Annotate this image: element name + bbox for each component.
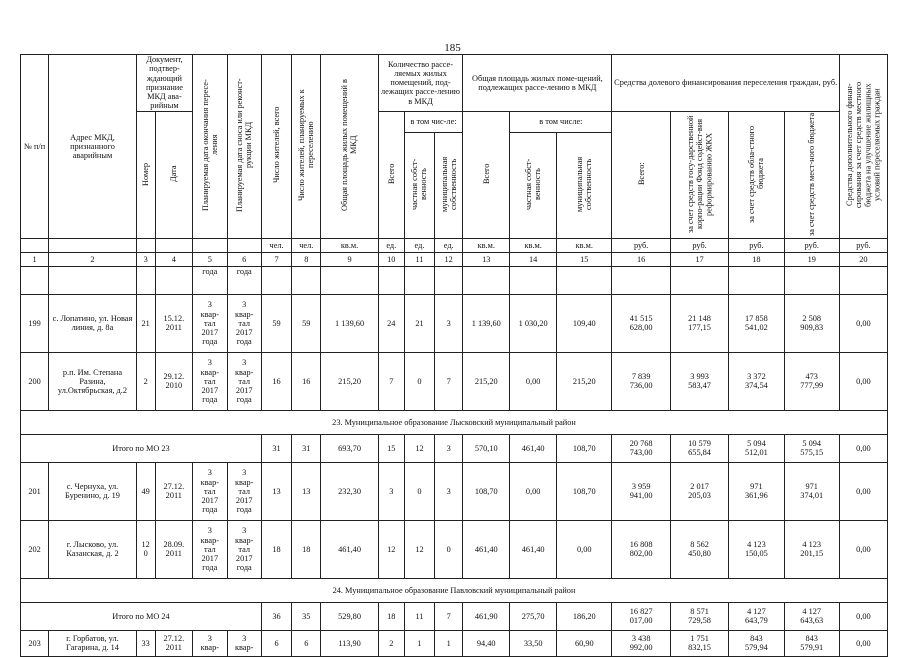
row-funds-regional: 3 372 374,54 — [729, 352, 784, 410]
row-sq: 94,40 — [463, 630, 510, 656]
row-funds-total: 16 808 802,00 — [612, 520, 670, 578]
header-count-municipal: муниципальная собственность — [435, 132, 463, 238]
row-demolition-date: 3 квар- тал 2017 года — [227, 352, 261, 410]
row-end-date: 3 квар- тал 2017 года — [193, 520, 227, 578]
row-funds-foundation: 1 751 832,15 — [670, 630, 728, 656]
column-number: 16 — [612, 252, 670, 266]
column-number: 20 — [839, 252, 887, 266]
row-end-date: 3 квар- тал 2017 года — [193, 462, 227, 520]
total-funds-local: 5 094 575,15 — [784, 434, 839, 462]
row-address: г. Горбатов, ул. Гагарина, д. 14 — [49, 630, 137, 656]
header-funds-group: Средства долевого финансирования переселения граждан, руб. — [612, 55, 839, 112]
total-count: 15 — [378, 434, 404, 462]
total-funds-foundation: 10 579 655,84 — [670, 434, 728, 462]
row-funds-regional: 971 361,96 — [729, 462, 784, 520]
row-count: 7 — [378, 352, 404, 410]
row-count-municipal: 3 — [435, 462, 463, 520]
column-numbers-row — [21, 252, 888, 266]
row-sq: 108,70 — [463, 462, 510, 520]
unit-cell: кв.м. — [510, 238, 557, 252]
unit-cell: кв.м. — [321, 238, 378, 252]
header-total-area: Общая площадь жилых помещений в МКД — [321, 55, 378, 239]
row-relocated: 13 — [292, 462, 321, 520]
row-sq: 215,20 — [463, 352, 510, 410]
total-label: Итого по МО 24 — [21, 602, 262, 630]
row-count-private: 21 — [404, 294, 434, 352]
row-count-private: 1 — [404, 630, 434, 656]
section-row — [21, 578, 888, 602]
column-number: 5 — [193, 252, 227, 266]
row-funds-total: 41 515 628,00 — [612, 294, 670, 352]
cont-end-date: года — [193, 266, 227, 294]
unit-cell: ед. — [404, 238, 434, 252]
total-funds-regional: 5 094 512,01 — [729, 434, 784, 462]
total-count-private: 12 — [404, 434, 434, 462]
total-funds-foundation: 8 571 729,58 — [670, 602, 728, 630]
header-area-municipal: муниципальная собственность — [557, 132, 612, 238]
row-extra-funds: 0,00 — [839, 630, 887, 656]
header-funds-local: за счет средств мест-ного бюджета — [784, 111, 839, 238]
row-count-municipal: 3 — [435, 294, 463, 352]
row-residents: 18 — [261, 520, 291, 578]
column-number: 15 — [557, 252, 612, 266]
unit-cell: руб. — [729, 238, 784, 252]
row-count-private: 0 — [404, 462, 434, 520]
row-funds-foundation: 8 562 450,80 — [670, 520, 728, 578]
total-row — [21, 434, 888, 462]
table-row — [21, 352, 888, 410]
row-doc-number: 33 — [136, 630, 155, 656]
table-row — [21, 520, 888, 578]
total-count-municipal: 3 — [435, 434, 463, 462]
row-funds-total: 3 438 992,00 — [612, 630, 670, 656]
unit-cell: кв.м. — [557, 238, 612, 252]
total-extra-funds: 0,00 — [839, 602, 887, 630]
cont-demolition-date: года — [227, 266, 261, 294]
row-doc-number: 2 — [136, 352, 155, 410]
row-index: 203 — [21, 630, 49, 656]
total-extra-funds: 0,00 — [839, 434, 887, 462]
column-number: 8 — [292, 252, 321, 266]
row-sq-municipal: 0,00 — [557, 520, 612, 578]
unit-cell: чел. — [292, 238, 321, 252]
row-index: 199 — [21, 294, 49, 352]
row-end-date: 3 квар- тал 2017 года — [193, 294, 227, 352]
row-area: 461,40 — [321, 520, 378, 578]
unit-cell: руб. — [784, 238, 839, 252]
column-number: 9 — [321, 252, 378, 266]
resettlement-table — [20, 54, 888, 657]
header-funds-foundation: за счет средств госу-дарственной корпо-рации Фонд содейст-вия реформированию ЖКХ — [670, 111, 728, 238]
header-area-including: в том числе: — [510, 111, 612, 132]
row-area: 113,90 — [321, 630, 378, 656]
unit-cell: руб. — [670, 238, 728, 252]
row-count-municipal: 7 — [435, 352, 463, 410]
row-funds-total: 7 839 736,00 — [612, 352, 670, 410]
header-extra-funds: Средства дополнительного финан-сирования за счет средств местного бюджета на улучшение жилищных условий переселяемых граждан — [839, 55, 887, 239]
row-doc-date: 27.12. 2011 — [155, 462, 193, 520]
row-area: 232,30 — [321, 462, 378, 520]
column-number: 4 — [155, 252, 193, 266]
total-count-municipal: 7 — [435, 602, 463, 630]
column-number: 1 — [21, 252, 49, 266]
row-count-municipal: 1 — [435, 630, 463, 656]
total-sq: 570,10 — [463, 434, 510, 462]
row-demolition-date: 3 квар- тал 2017 года — [227, 520, 261, 578]
total-relocated: 35 — [292, 602, 321, 630]
row-sq-municipal: 109,40 — [557, 294, 612, 352]
row-address: р.п. Им. Степана Разина, ул.Октябрьская, д.2 — [49, 352, 137, 410]
header-area-private: частная собст-венность — [510, 132, 557, 238]
row-funds-local: 843 579,91 — [784, 630, 839, 656]
row-extra-funds: 0,00 — [839, 520, 887, 578]
unit-cell: руб. — [839, 238, 887, 252]
table-row — [21, 462, 888, 520]
row-extra-funds: 0,00 — [839, 294, 887, 352]
header-count-total: Всего — [378, 111, 404, 238]
continuation-row — [21, 266, 888, 294]
total-residents: 31 — [261, 434, 291, 462]
unit-cell: руб. — [612, 238, 670, 252]
row-funds-local: 4 123 201,15 — [784, 520, 839, 578]
header-funds-total: Всего: — [612, 111, 670, 238]
column-number: 7 — [261, 252, 291, 266]
header-area-group: Общая площадь жилых поме-щений, подлежащих рассе-лению в МКД — [463, 55, 612, 112]
header-index: № п/п — [21, 55, 49, 239]
total-area: 529,80 — [321, 602, 378, 630]
column-number: 6 — [227, 252, 261, 266]
total-sq-municipal: 186,20 — [557, 602, 612, 630]
row-funds-local: 2 508 909,83 — [784, 294, 839, 352]
unit-cell: кв.м. — [463, 238, 510, 252]
row-funds-local: 473 777,99 — [784, 352, 839, 410]
total-funds-regional: 4 127 643,79 — [729, 602, 784, 630]
total-row — [21, 602, 888, 630]
unit-cell: ед. — [435, 238, 463, 252]
total-funds-total: 16 827 017,00 — [612, 602, 670, 630]
column-number: 12 — [435, 252, 463, 266]
section-row — [21, 410, 888, 434]
total-funds-total: 20 768 743,00 — [612, 434, 670, 462]
page-number: 185 — [444, 42, 461, 54]
row-count: 3 — [378, 462, 404, 520]
row-funds-local: 971 374,01 — [784, 462, 839, 520]
row-relocated: 16 — [292, 352, 321, 410]
header-document-group: Документ, подтвер-ждающий признание МКД ава-рийным — [136, 55, 192, 112]
unit-cell: чел. — [261, 238, 291, 252]
row-index: 201 — [21, 462, 49, 520]
unit-cell: ед. — [378, 238, 404, 252]
total-sq-private: 275,70 — [510, 602, 557, 630]
total-sq-private: 461,40 — [510, 434, 557, 462]
row-count-private: 0 — [404, 352, 434, 410]
row-count: 24 — [378, 294, 404, 352]
column-number: 18 — [729, 252, 784, 266]
row-index: 200 — [21, 352, 49, 410]
row-end-date: 3 квар- — [193, 630, 227, 656]
section-title: 23. Муниципальное образование Лысковский муниципальный район — [21, 410, 888, 434]
row-sq-municipal: 108,70 — [557, 462, 612, 520]
total-residents: 36 — [261, 602, 291, 630]
row-residents: 16 — [261, 352, 291, 410]
row-doc-date: 27.12. 2011 — [155, 630, 193, 656]
row-sq-private: 33,50 — [510, 630, 557, 656]
header-address: Адрес МКД, признанного аварийным — [49, 55, 137, 239]
row-relocated: 59 — [292, 294, 321, 352]
header-end-date: Планируемая дата окончания пересе-ления — [193, 55, 227, 239]
header-area-total: Всего — [463, 111, 510, 238]
units-row — [21, 238, 888, 252]
row-demolition-date: 3 квар- тал 2017 года — [227, 294, 261, 352]
total-count-private: 11 — [404, 602, 434, 630]
row-residents: 6 — [261, 630, 291, 656]
section-title: 24. Муниципальное образование Павловский муниципальный район — [21, 578, 888, 602]
column-number: 14 — [510, 252, 557, 266]
total-funds-local: 4 127 643,63 — [784, 602, 839, 630]
column-number: 17 — [670, 252, 728, 266]
table-row — [21, 630, 888, 656]
header-count-including: в том чис-ле: — [404, 111, 462, 132]
header-doc-date: Дата — [155, 111, 193, 238]
column-number: 10 — [378, 252, 404, 266]
row-funds-regional: 17 858 541,02 — [729, 294, 784, 352]
row-doc-number: 21 — [136, 294, 155, 352]
row-demolition-date: 3 квар- тал 2017 года — [227, 462, 261, 520]
header-residents-relocated: Число жителей, планируемых к переселению — [292, 55, 321, 239]
header-funds-regional: за счет средств обла-стного бюджета — [729, 111, 784, 238]
row-sq-private: 1 030,20 — [510, 294, 557, 352]
row-funds-foundation: 2 017 205,03 — [670, 462, 728, 520]
row-count-private: 12 — [404, 520, 434, 578]
total-count: 18 — [378, 602, 404, 630]
row-index: 202 — [21, 520, 49, 578]
header-count-private: частная собст-венность — [404, 132, 434, 238]
row-sq-municipal: 60,90 — [557, 630, 612, 656]
total-sq-municipal: 108,70 — [557, 434, 612, 462]
row-sq-private: 0,00 — [510, 352, 557, 410]
row-count: 12 — [378, 520, 404, 578]
row-residents: 13 — [261, 462, 291, 520]
row-relocated: 18 — [292, 520, 321, 578]
row-sq-private: 0,00 — [510, 462, 557, 520]
header-doc-number: Номер — [136, 111, 155, 238]
row-funds-regional: 4 123 150,05 — [729, 520, 784, 578]
total-sq: 461,90 — [463, 602, 510, 630]
row-doc-date: 15.12. 2011 — [155, 294, 193, 352]
row-end-date: 3 квар- тал 2017 года — [193, 352, 227, 410]
column-number: 2 — [49, 252, 137, 266]
row-extra-funds: 0,00 — [839, 352, 887, 410]
row-doc-date: 29.12. 2010 — [155, 352, 193, 410]
row-count: 2 — [378, 630, 404, 656]
row-area: 1 139,60 — [321, 294, 378, 352]
column-number: 11 — [404, 252, 434, 266]
row-funds-foundation: 3 993 583,47 — [670, 352, 728, 410]
column-number: 19 — [784, 252, 839, 266]
header-count-group: Количество рассе-ляемых жилых помещений, под-лежащих рассе-лению в МКД — [378, 55, 463, 112]
row-address: с. Лопатино, ул. Новая линия, д. 8а — [49, 294, 137, 352]
row-doc-number: 49 — [136, 462, 155, 520]
column-number: 3 — [136, 252, 155, 266]
row-sq-private: 461,40 — [510, 520, 557, 578]
row-demolition-date: 3 квар- — [227, 630, 261, 656]
row-sq: 1 139,60 — [463, 294, 510, 352]
row-funds-foundation: 21 148 177,15 — [670, 294, 728, 352]
row-count-municipal: 0 — [435, 520, 463, 578]
row-address: г. Лысково, ул. Казанская, д. 2 — [49, 520, 137, 578]
row-residents: 59 — [261, 294, 291, 352]
row-funds-regional: 843 579,94 — [729, 630, 784, 656]
total-relocated: 31 — [292, 434, 321, 462]
column-number: 13 — [463, 252, 510, 266]
row-area: 215,20 — [321, 352, 378, 410]
table-row — [21, 294, 888, 352]
header-residents-total: Число жителей, всего — [261, 55, 291, 239]
row-address: с. Чернуха, ул. Буренино, д. 19 — [49, 462, 137, 520]
row-doc-number: 12 0 — [136, 520, 155, 578]
total-label: Итого по МО 23 — [21, 434, 262, 462]
row-relocated: 6 — [292, 630, 321, 656]
row-doc-date: 28.09. 2011 — [155, 520, 193, 578]
row-funds-total: 3 959 941,00 — [612, 462, 670, 520]
row-sq: 461,40 — [463, 520, 510, 578]
row-extra-funds: 0,00 — [839, 462, 887, 520]
header-row — [21, 55, 888, 112]
row-sq-municipal: 215,20 — [557, 352, 612, 410]
header-demolition-date: Планируемая дата сноса или реконст-рукции МКД — [227, 55, 261, 239]
total-area: 693,70 — [321, 434, 378, 462]
